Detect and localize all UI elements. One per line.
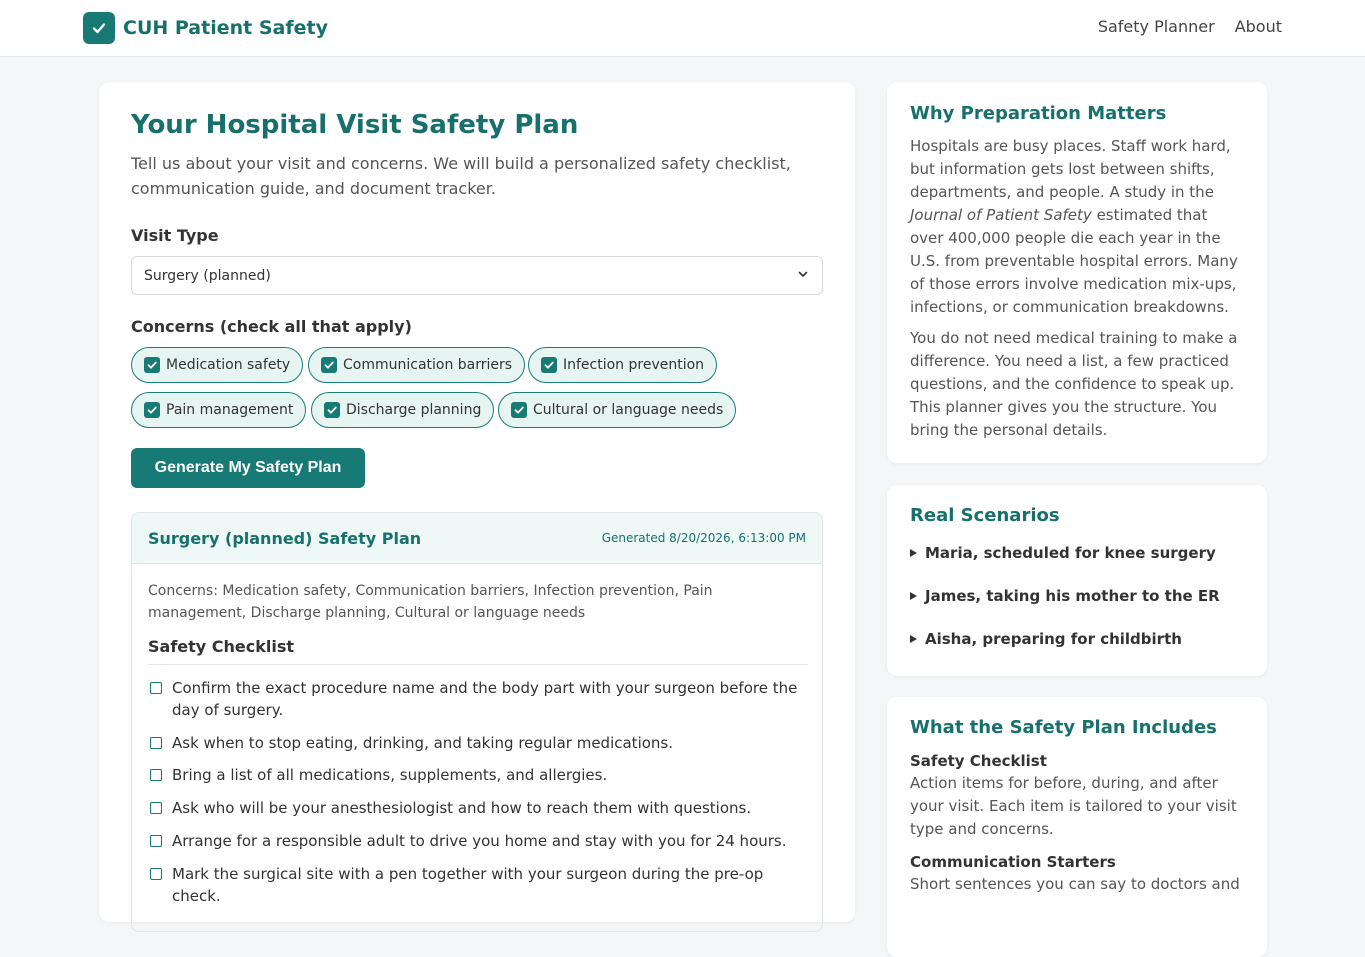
concern-label: Infection prevention bbox=[563, 357, 705, 373]
include-item-text: Action items for before, during, and after your visit. Each item is tailored to your visit type and concerns. bbox=[910, 774, 1237, 838]
scenario-label: James, taking his mother to the ER bbox=[925, 587, 1220, 605]
concern-label: Pain management bbox=[166, 402, 294, 418]
plan-includes-card bbox=[887, 697, 1267, 957]
disclosure-triangle-icon bbox=[910, 549, 917, 557]
concern-label: Medication safety bbox=[166, 357, 291, 373]
checklist-item-text: Confirm the exact procedure name and the body part with your surgeon before the day of surgery. bbox=[172, 679, 798, 719]
checkbox-unchecked-icon[interactable] bbox=[150, 769, 162, 781]
checklist-item-text: Mark the surgical site with a pen together with your surgeon during the pre-op check. bbox=[172, 865, 764, 905]
journal-name: Journal of Patient Safety bbox=[910, 206, 1092, 224]
nav-safety-planner[interactable]: Safety Planner bbox=[1097, 17, 1215, 36]
checkbox-checked-icon[interactable] bbox=[321, 357, 337, 373]
scenarios-title: Real Scenarios bbox=[910, 505, 1060, 526]
scenario-label: Aisha, preparing for childbirth bbox=[925, 630, 1182, 648]
include-item-title: Communication Starters bbox=[910, 853, 1116, 871]
checklist-item[interactable] bbox=[148, 863, 808, 907]
concerns-label: Concerns (check all that apply) bbox=[131, 317, 412, 336]
scenario-james[interactable] bbox=[910, 587, 1220, 605]
checklist-item-text: Ask when to stop eating, drinking, and taking regular medications. bbox=[172, 734, 673, 752]
brand[interactable] bbox=[83, 12, 328, 44]
visit-type-value: Surgery (planned) bbox=[144, 267, 271, 284]
scenario-label: Maria, scheduled for knee surgery bbox=[925, 544, 1216, 562]
planner-card bbox=[99, 82, 855, 922]
result-title: Surgery (planned) Safety Plan bbox=[148, 529, 422, 548]
disclosure-triangle-icon bbox=[910, 592, 917, 600]
checkbox-checked-icon[interactable] bbox=[511, 402, 527, 418]
checkbox-checked-icon[interactable] bbox=[144, 357, 160, 373]
visit-type-label: Visit Type bbox=[131, 226, 219, 245]
checklist-item-text: Ask who will be your anesthesiologist and how to reach them with questions. bbox=[172, 799, 752, 817]
checklist-item[interactable] bbox=[148, 677, 808, 721]
checklist-item[interactable] bbox=[148, 797, 808, 819]
why-paragraph-1 bbox=[910, 135, 1244, 319]
checkbox-checked-icon[interactable] bbox=[541, 357, 557, 373]
top-bar bbox=[0, 0, 1365, 57]
checklist-title: Safety Checklist bbox=[148, 637, 808, 665]
scenario-maria[interactable] bbox=[910, 544, 1216, 562]
concern-chip-discharge-planning[interactable] bbox=[311, 392, 494, 428]
checkbox-unchecked-icon[interactable] bbox=[150, 868, 162, 880]
visit-type-select[interactable] bbox=[131, 256, 823, 295]
checklist-item-text: Bring a list of all medications, supplements, and allergies. bbox=[172, 766, 608, 784]
concern-chip-pain-management[interactable] bbox=[131, 392, 306, 428]
includes-title: What the Safety Plan Includes bbox=[910, 717, 1217, 738]
nav-about[interactable]: About bbox=[1234, 17, 1282, 36]
why-preparation-card bbox=[887, 82, 1267, 463]
concern-chip-infection-prevention[interactable] bbox=[528, 347, 717, 383]
safety-plan-result bbox=[131, 512, 823, 932]
checkbox-unchecked-icon[interactable] bbox=[150, 835, 162, 847]
page-title: Your Hospital Visit Safety Plan bbox=[131, 110, 579, 140]
checklist-item-text: Arrange for a responsible adult to drive you home and stay with you for 24 hours. bbox=[172, 832, 787, 850]
concern-label: Communication barriers bbox=[343, 357, 513, 373]
chevron-down-icon bbox=[796, 267, 810, 285]
real-scenarios-card bbox=[887, 485, 1267, 676]
checklist-item[interactable] bbox=[148, 732, 808, 754]
checkbox-unchecked-icon[interactable] bbox=[150, 802, 162, 814]
generated-timestamp: Generated 8/20/2026, 6:13:00 PM bbox=[601, 531, 806, 545]
brand-name: CUH Patient Safety bbox=[123, 17, 328, 39]
check-logo-icon bbox=[83, 12, 115, 44]
why-title: Why Preparation Matters bbox=[910, 103, 1167, 124]
checkbox-unchecked-icon[interactable] bbox=[150, 682, 162, 694]
checkbox-checked-icon[interactable] bbox=[324, 402, 340, 418]
why-text: Hospitals are busy places. Staff work hard, but information gets lost between shifts, departments, and people. A study in the bbox=[910, 137, 1231, 201]
concerns-summary: Concerns: Medication safety, Communication barriers, Infection prevention, Pain management, Discharge planning, Cultural or language needs bbox=[148, 583, 713, 621]
checklist-item[interactable] bbox=[148, 764, 808, 786]
disclosure-triangle-icon bbox=[910, 635, 917, 643]
concern-chip-communication-barriers[interactable] bbox=[308, 347, 525, 383]
checklist-item[interactable] bbox=[148, 830, 808, 852]
why-paragraph-2: You do not need medical training to make a difference. You need a list, a few practiced questions, and the confidence to speak up. This planner gives you the structure. You bring the personal details. bbox=[910, 329, 1238, 439]
top-nav bbox=[1098, 17, 1282, 36]
intro-text: Tell us about your visit and concerns. We will build a personalized safety checklist, communication guide, and document tracker. bbox=[131, 154, 791, 198]
concern-label: Discharge planning bbox=[346, 402, 482, 418]
include-item-text: Short sentences you can say to doctors and bbox=[910, 875, 1240, 893]
checkbox-unchecked-icon[interactable] bbox=[150, 737, 162, 749]
concern-chip-medication-safety[interactable] bbox=[131, 347, 303, 383]
concern-chip-cultural-language[interactable] bbox=[498, 392, 736, 428]
include-item-title: Safety Checklist bbox=[910, 752, 1047, 770]
why-text: estimated that over 400,000 people die each year in the U.S. from preventable hospital errors. Many of those errors involve medication mix-ups, infections, or communication breakdowns. bbox=[910, 206, 1238, 316]
scenario-aisha[interactable] bbox=[910, 630, 1182, 648]
concern-label: Cultural or language needs bbox=[533, 402, 724, 418]
generate-plan-button[interactable]: Generate My Safety Plan bbox=[131, 448, 365, 488]
checkbox-checked-icon[interactable] bbox=[144, 402, 160, 418]
result-header bbox=[132, 513, 822, 564]
